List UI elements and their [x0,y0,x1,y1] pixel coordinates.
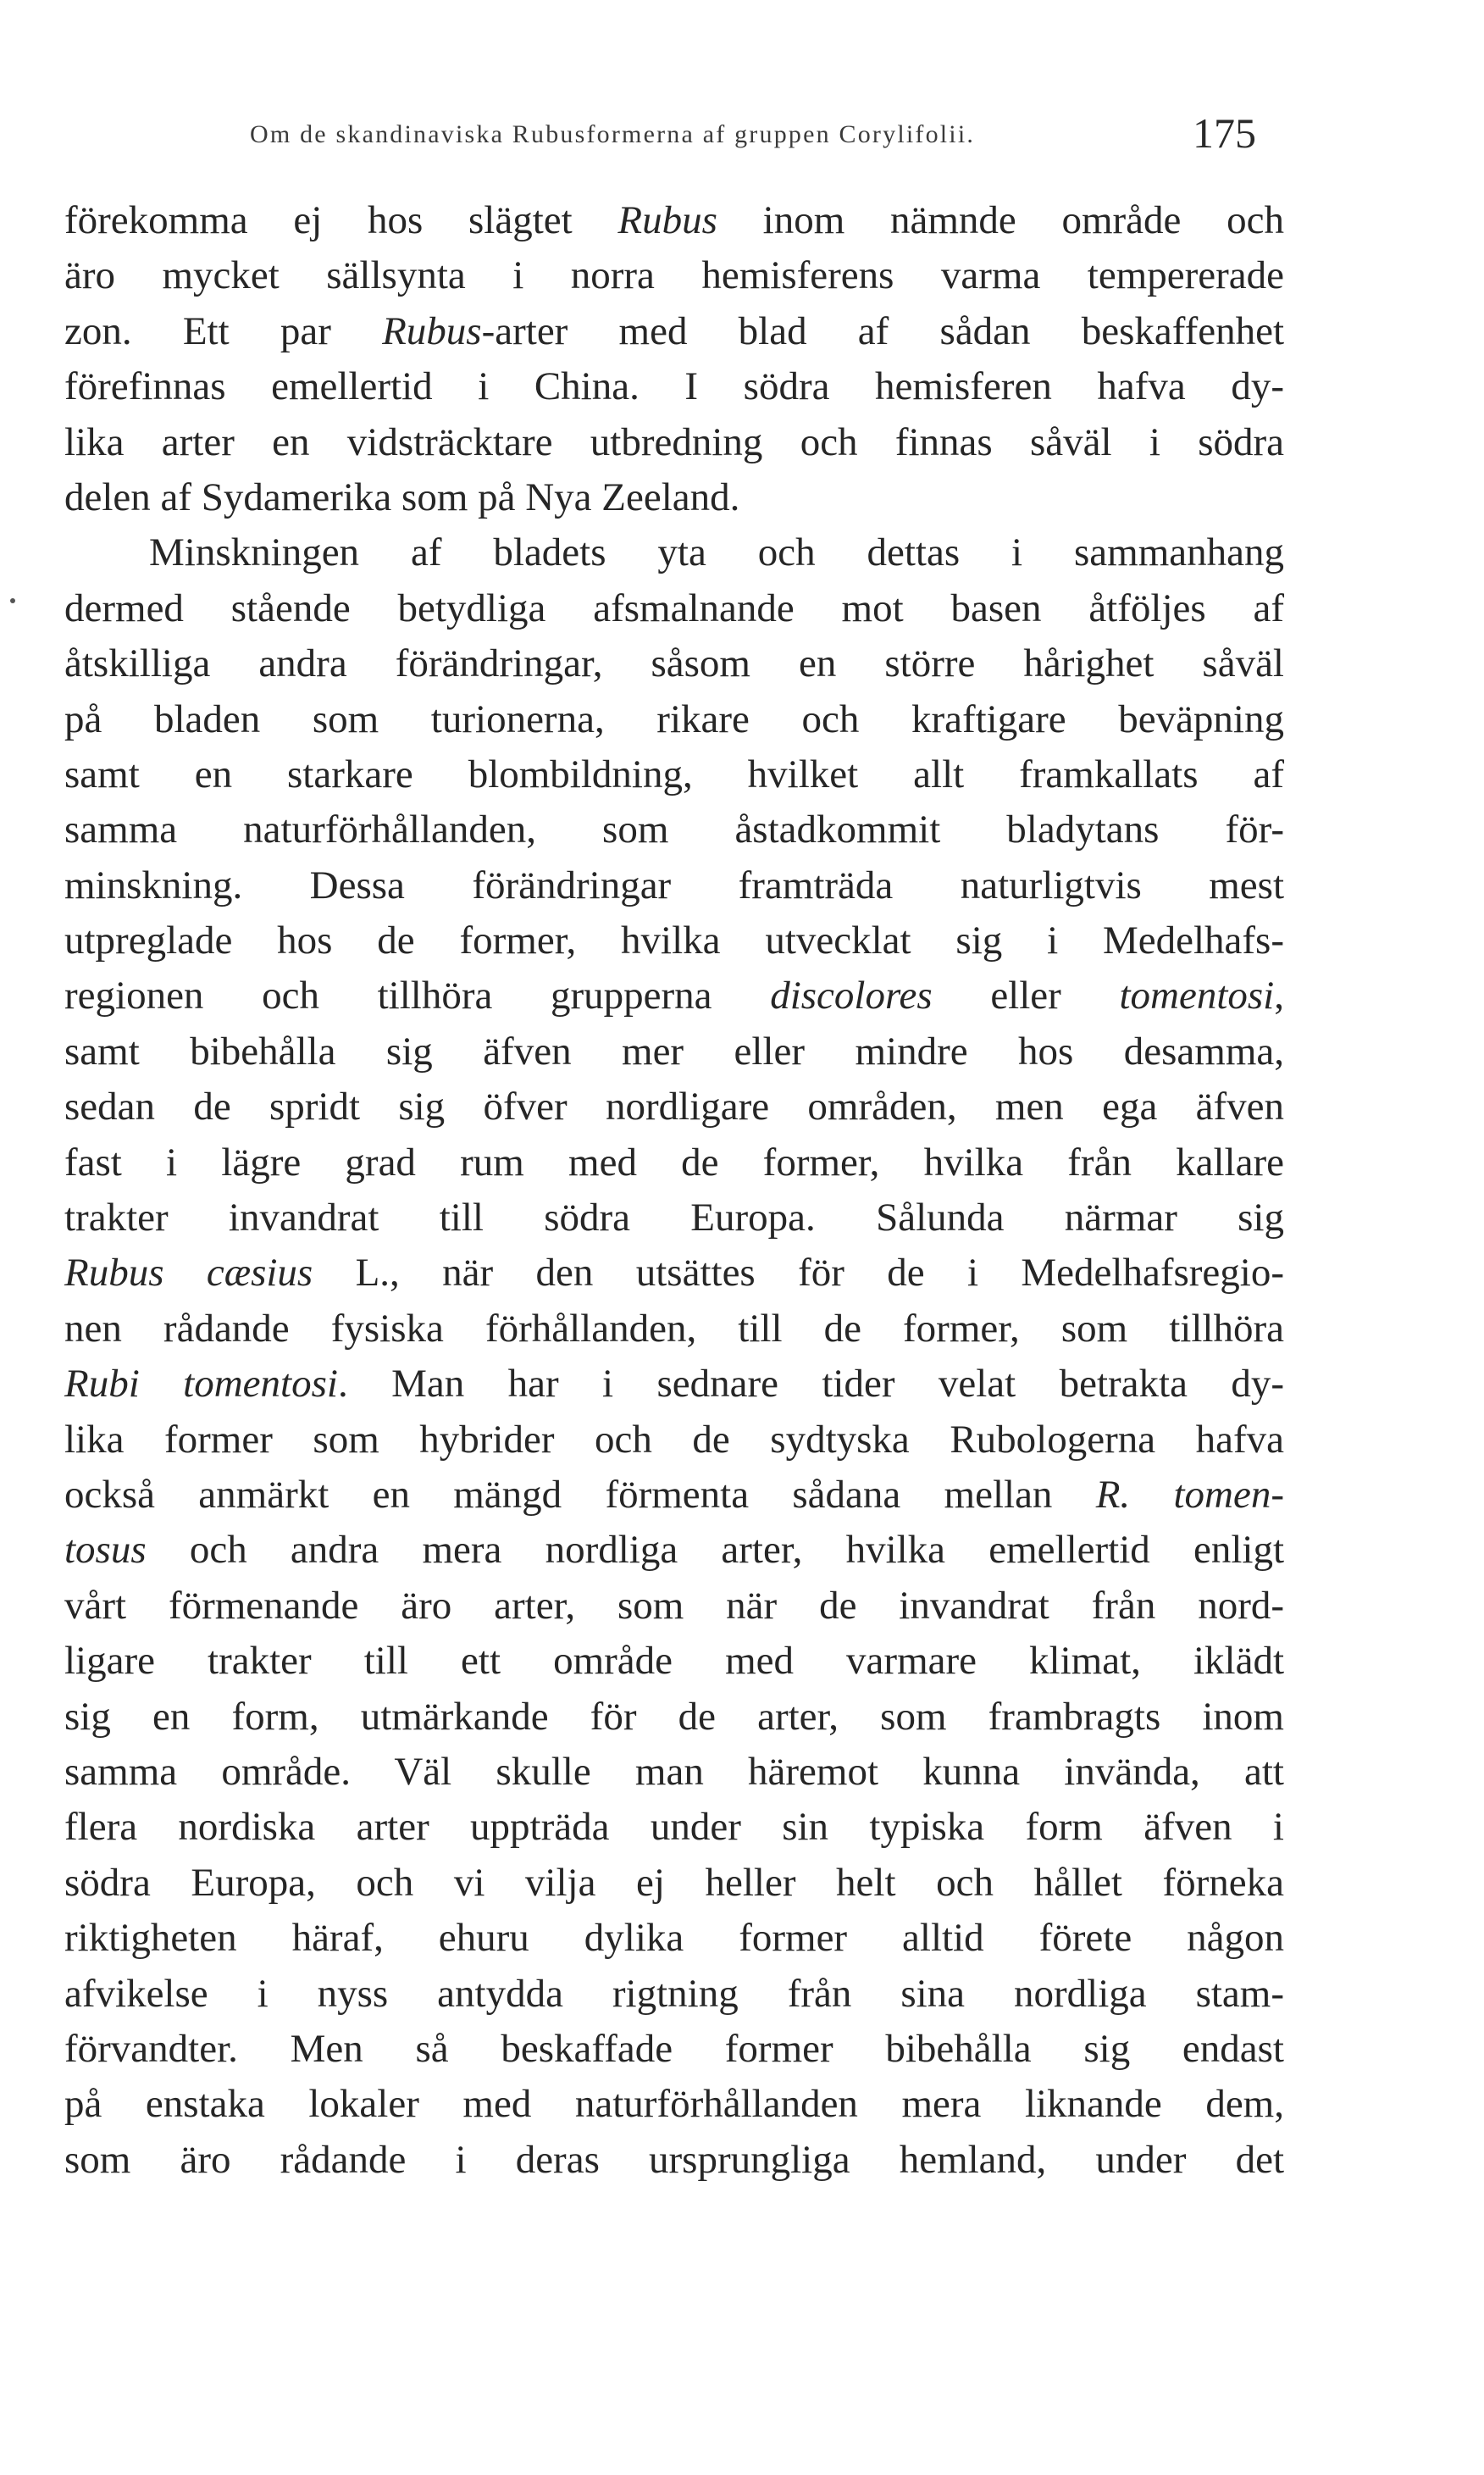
text-line: minskning. Dessa förändringar framträda naturligtvis mest [64,863,1284,907]
text-line: förefinnas emellertid i China. I södra hemisferen hafva dy- [64,364,1284,409]
italic-term: tomentosi [1119,974,1275,1018]
text-line: utpreglade hos de former, hvilka utvecklat sig i Medelhafs- [64,918,1284,963]
text-line: riktigheten häraf, ehuru dylika former alltid förete någon [64,1916,1284,1961]
text-line: samma område. Väl skulle man häremot kunna invända, att [64,1749,1284,1794]
page-header [0,108,1484,159]
italic-term: Rubus [382,308,482,353]
text-line: som äro rådande i deras ursprungliga hemland, under det [64,2137,1284,2182]
text-line: Minskningen af bladets yta och dettas i sammanhang [149,530,1284,575]
text-line: delen af Sydamerika som på Nya Zeeland. [64,474,740,519]
text-line: sedan de spridt sig öfver nordligare områden, men ega äfven [64,1085,1284,1129]
text-line: också anmärkt en mängd förmenta sådana mellan R. tomen- [64,1472,1284,1517]
body-text [64,193,1284,2188]
italic-term: R. tomen- [1095,1472,1284,1517]
text-line: nen rådande fysiska förhållanden, till de former, som tillhöra [64,1306,1284,1351]
italic-term: Rubi tomentosi [64,1362,338,1407]
text-line: samt en starkare blombildning, hvilket allt framkallats af [64,752,1284,796]
text-line: på enstaka lokaler med naturförhållanden mera liknande dem, [64,2082,1284,2127]
text-line: fast i lägre grad rum med de former, hvilka från kallare [64,1140,1284,1185]
text-line: sig en form, utmärkande för de arter, som frambragts inom [64,1694,1284,1739]
text-line: vårt förmenande äro arter, som när de invandrat från nord- [64,1583,1284,1628]
text-line: förekomma ej hos slägtet Rubus inom nämnde område och [64,198,1284,242]
text-line: flera nordiska arter uppträda under sin typiska form äfven i [64,1805,1284,1850]
text-line: samma naturförhållanden, som åstadkommit bladytans för- [64,807,1284,852]
text-line: äro mycket sällsynta i norra hemisferens varma tempererade [64,253,1284,298]
italic-term: Rubus [617,198,717,242]
text-line: förvandter. Men så beskaffade former bibehålla sig endast [64,2026,1284,2071]
text-line: regionen och tillhöra grupperna discolores eller tomentosi, [64,974,1284,1018]
text-line: Rubus cæsius L., när den utsättes för de i Medelhafsregio- [64,1251,1284,1296]
italic-term: discolores [770,974,933,1018]
text-line: lika arter en vidsträcktare utbredning och finnas såväl i södra [64,419,1284,464]
running-head: Om de skandinaviska Rubusformerna af gruppen Corylifolii. [250,120,976,148]
text-line: dermed stående betydliga afsmalnande mot basen åtföljes af [64,585,1284,630]
text-line: samt bibehålla sig äfven mer eller mindre hos desamma, [64,1029,1284,1074]
text-line: tosus och andra mera nordliga arter, hvilka emellertid enligt [64,1528,1284,1573]
text-line: Rubi tomentosi. Man har i sednare tider velat betrakta dy- [64,1362,1284,1407]
text-line: trakter invandrat till södra Europa. Sålunda närmar sig [64,1196,1284,1240]
page-number: 175 [1193,109,1256,157]
text-line: afvikelse i nyss antydda rigtning från sina nordliga stam- [64,1971,1284,2016]
italic-term: Rubus cæsius [64,1251,313,1296]
text-line: åtskilliga andra förändringar, såsom en större hårighet såväl [64,641,1284,686]
italic-term: tosus [64,1528,147,1573]
text-line: zon. Ett par Rubus-arter med blad af sådan beskaffenhet [64,308,1284,353]
margin-dot [10,598,15,603]
text-line: södra Europa, och vi vilja ej heller helt och hållet förneka [64,1860,1284,1905]
text-line: på bladen som turionerna, rikare och kraftigare beväpning [64,696,1284,741]
text-line: lika former som hybrider och de sydtyska Rubologerna hafva [64,1417,1284,1462]
text-line: ligare trakter till ett område med varmare klimat, iklädt [64,1639,1284,1684]
